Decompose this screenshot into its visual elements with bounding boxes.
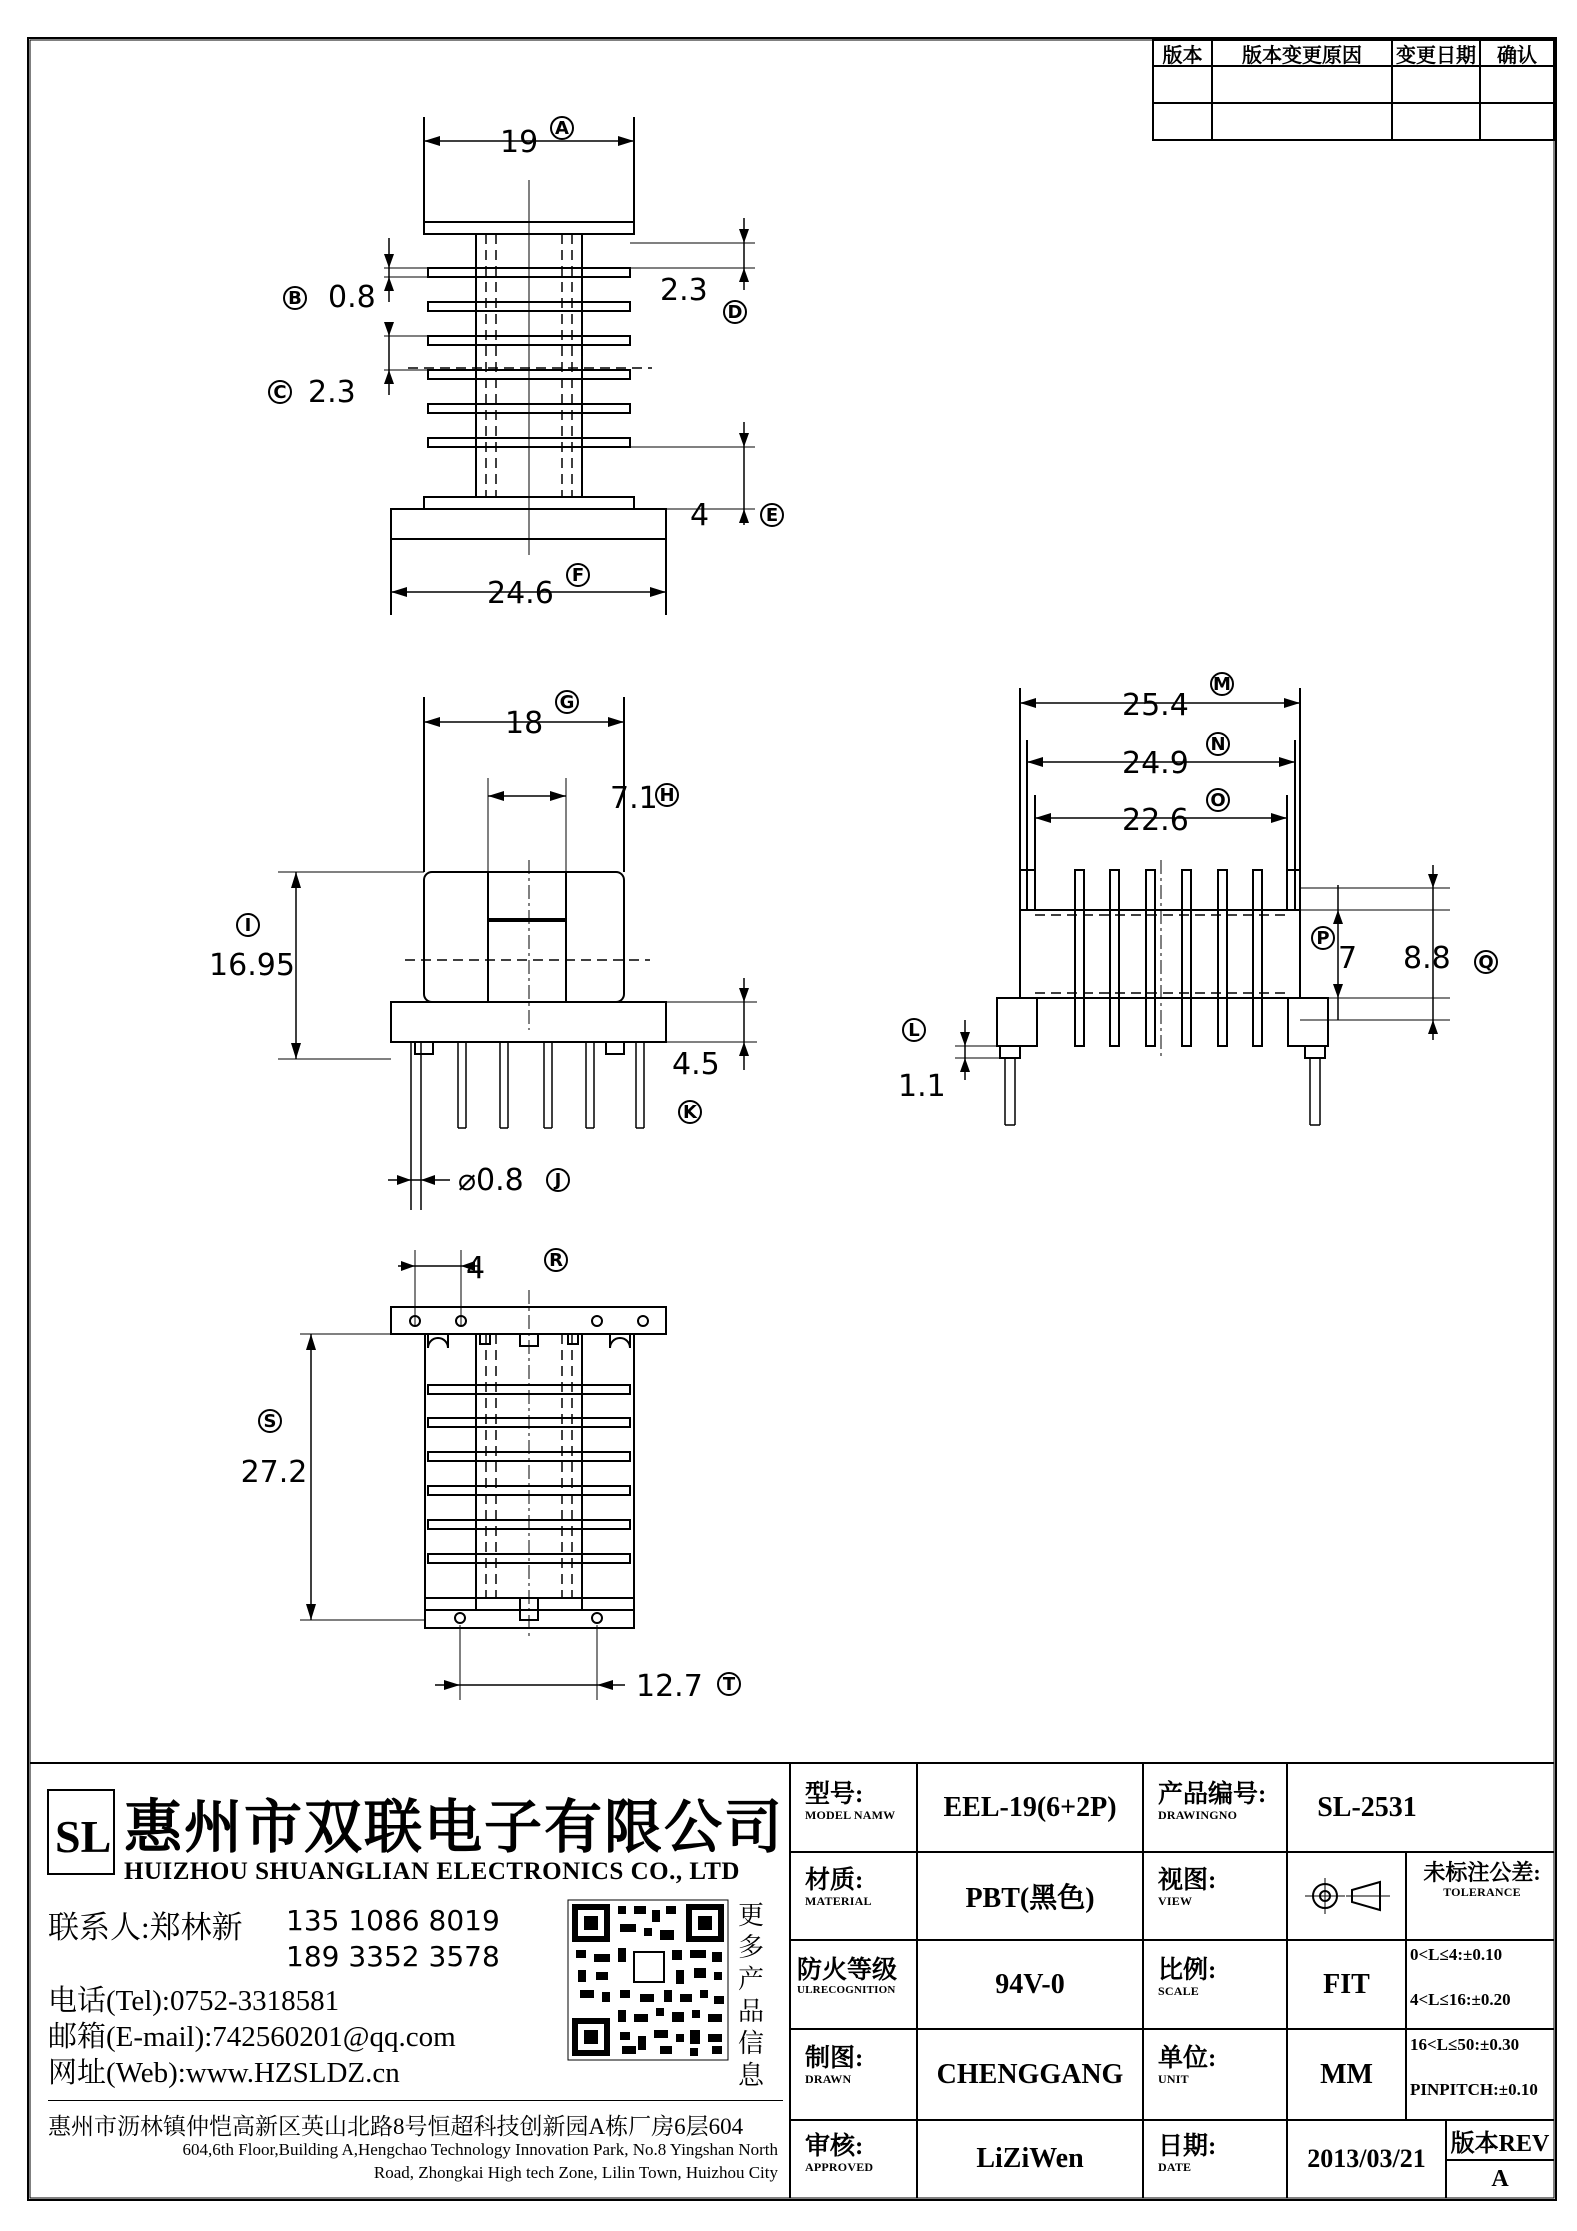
dimension-tag-o: O [1210, 790, 1226, 811]
view-side [955, 688, 1450, 1125]
address-en-1: 604,6th Floor,Building A,Hengchao Technology Innovation Park, No.8 Yingshan North [182, 2140, 778, 2159]
dimension-tag-c: C [273, 382, 287, 403]
material-value: PBT(黑色) [965, 1883, 1095, 1914]
dimension-value-t: 12.7 [636, 1669, 703, 1704]
dimension-tag-g: G [559, 692, 575, 713]
web-value[interactable]: www.HZSLDZ.cn [185, 2057, 400, 2089]
approved-value: LiZiWen [976, 2143, 1084, 2174]
tel-value: 0752-3318581 [170, 1985, 340, 2017]
dimension-tag-i: I [244, 915, 252, 936]
phone-1: 135 1086 8019 [286, 1904, 500, 1937]
rev-header-version: 版本 [1162, 44, 1203, 67]
dimension-value-j: ⌀0.8 [458, 1163, 524, 1198]
dimension-tag-s: S [263, 1411, 277, 1432]
web-label: 网址(Web): [48, 2057, 186, 2089]
scale-value: FIT [1323, 1968, 1370, 2000]
tolerance-2: 4<L≤16:±0.20 [1410, 1990, 1511, 2009]
dimension-value-k: 4.5 [672, 1047, 720, 1082]
drawn-value: CHENGGANG [936, 2058, 1124, 2090]
dimension-tag-q: Q [1478, 952, 1494, 973]
view-label: 视图: VIEW [1158, 1867, 1217, 1908]
more-info-text: 更多产品信息 [738, 1901, 765, 2090]
date-label: 日期: DATE [1158, 2133, 1217, 2174]
dimension-tag-k: K [683, 1102, 697, 1123]
dimension-tag-j: J [554, 1170, 562, 1191]
address-divider [48, 2100, 783, 2101]
address-cn: 惠州市沥林镇仲恺高新区英山北路8号恒超科技创新园A栋厂房6层604 [48, 2114, 744, 2139]
dimension-value-l: 1.1 [898, 1069, 946, 1104]
unit-label: 单位: UNIT [1158, 2045, 1217, 2086]
dimension-tag-a: A [555, 118, 569, 139]
dimension-tag-t: T [722, 1674, 736, 1695]
tolerance-label: 未标注公差: TOLERANCE [1423, 1860, 1541, 1899]
dimension-tag-p: P [1316, 928, 1330, 949]
tolerance-3: 16<L≤50:±0.30 [1410, 2035, 1520, 2054]
dimension-tag-l: L [908, 1020, 920, 1041]
rev-header-reason: 版本变更原因 [1242, 44, 1362, 67]
view-top [384, 117, 755, 615]
dimension-value-e: 4 [690, 498, 710, 533]
dimension-tag-r: R [549, 1250, 563, 1271]
dimension-value-d: 2.3 [660, 273, 708, 308]
rev-label: 版本REV [1450, 2130, 1550, 2157]
dimension-value-p: 7 [1338, 941, 1358, 976]
tel-label: 电话(Tel): [48, 1985, 170, 2017]
fire-label: 防火等级 ULRECOGNITION [797, 1957, 898, 1996]
dimension-value-h: 7.1 [610, 781, 658, 816]
logo-letters: SL [55, 1811, 112, 1862]
rev-header-date: 变更日期 [1396, 44, 1476, 67]
email-label: 邮箱(E-mail): [48, 2021, 213, 2053]
dimension-value-n: 24.9 [1122, 746, 1189, 781]
company-name-en: HUIZHOU SHUANGLIAN ELECTRONICS CO., LTD [124, 1858, 740, 1885]
tolerance-1: 0<L≤4:±0.10 [1410, 1945, 1503, 1964]
tolerance-4: PINPITCH:±0.10 [1410, 2080, 1538, 2099]
phone-2: 189 3352 3578 [286, 1940, 500, 1973]
contact-name: 郑林新 [149, 1910, 243, 1945]
dimension-tag-d: D [727, 302, 743, 323]
unit-value: MM [1320, 2058, 1373, 2090]
date-value: 2013/03/21 [1307, 2144, 1426, 2173]
dimension-value-i: 16.95 [209, 948, 295, 983]
scale-label: 比例: SCALE [1158, 1957, 1217, 1998]
contact-label: 联系人: [48, 1910, 150, 1945]
dimension-value-b: 0.8 [328, 280, 376, 315]
drawn-label: 制图: DRAWN [805, 2045, 864, 2086]
dimension-tag-f: F [571, 565, 585, 586]
fire-value: 94V-0 [995, 1968, 1065, 2000]
model-value: EEL-19(6+2P) [943, 1791, 1117, 1823]
dimension-value-o: 22.6 [1122, 803, 1189, 838]
contact-line [48, 1902, 243, 1947]
dimension-tag-b: B [288, 288, 302, 309]
dimension-value-s: 27.2 [240, 1455, 308, 1490]
projection-symbol-icon [1305, 1878, 1390, 1914]
rev-value: A [1491, 2165, 1509, 2192]
qr-code-icon [568, 1900, 728, 2060]
tel-line [48, 1978, 339, 2019]
rev-header-confirm: 确认 [1497, 44, 1537, 67]
address-en-2: Road, Zhongkai High tech Zone, Lilin Town, Huizhou City [373, 2163, 778, 2182]
dimension-tag-m: M [1213, 674, 1231, 695]
approved-label: 审核: APPROVED [805, 2133, 874, 2174]
company-name-cn: 惠州市双联电子有限公司 [124, 1795, 785, 1860]
dimension-tag-n: N [1210, 734, 1226, 755]
drawingno-value: SL-2531 [1317, 1791, 1417, 1823]
drawingno-label: 产品编号: DRAWINGNO [1158, 1781, 1267, 1822]
dimension-tag-h: H [659, 785, 675, 806]
dimension-value-f: 24.6 [487, 576, 554, 611]
dimension-tag-e: E [765, 505, 779, 526]
dimension-value-g: 18 [505, 706, 544, 741]
material-label: 材质: MATERIAL [805, 1867, 872, 1908]
model-label: 型号: MODEL NAMW [805, 1781, 896, 1822]
dimension-value-c: 2.3 [308, 375, 356, 410]
view-bottom [300, 1250, 666, 1700]
dimension-value-r: 4 [466, 1251, 486, 1286]
dimension-value-q: 8.8 [1403, 941, 1451, 976]
dimension-value-m: 25.4 [1122, 688, 1189, 723]
dimension-value-a: 19 [500, 125, 539, 160]
email-line [48, 2014, 456, 2055]
email-value[interactable]: 742560201@qq.com [212, 2021, 456, 2053]
view-front [278, 697, 757, 1210]
web-line [48, 2050, 400, 2091]
